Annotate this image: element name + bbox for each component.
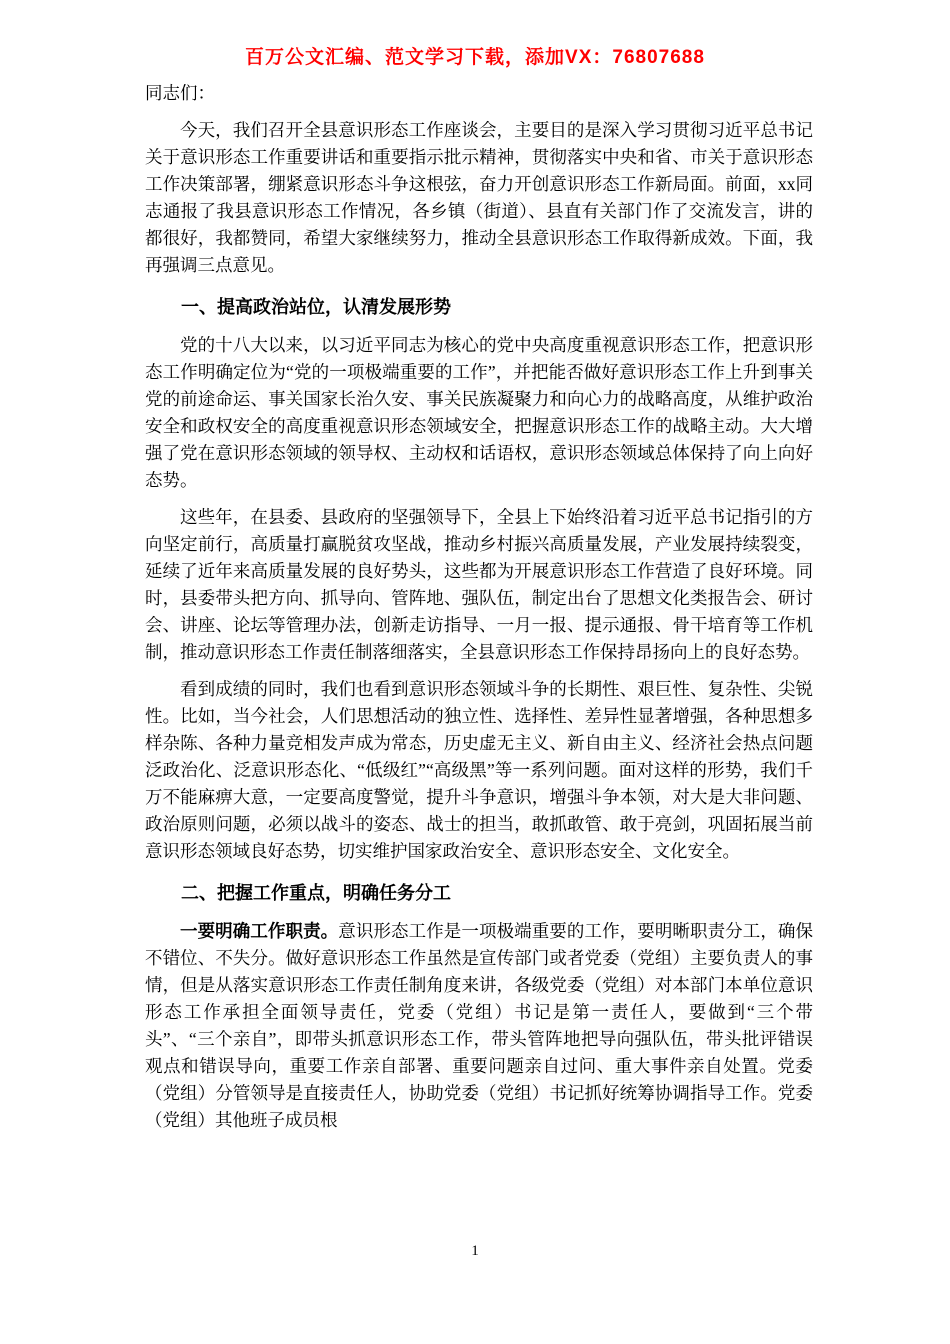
paragraph-lead-bold: 一要明确工作职责。 — [180, 921, 339, 941]
body-paragraph: 看到成绩的同时，我们也看到意识形态领域斗争的长期性、艰巨性、复杂性、尖锐性。比如，当今社会，人们思想活动的独立性、选择性、差异性显著增强，各种思想多样杂陈、各种力量竞相发声成为常态，历史虚无主义、新自由主义、经济社会热点问题泛政治化、泛意识形态化、“低级红”“高级黑”等一系列问题。面对这样的形势，我们千万不能麻痹大意，一定要高度警觉，提升斗争意识，增强斗争本领，对大是大非问题、政治原则问题，必须以战斗的姿态、战士的担当，敢抓敢管、敢于亮剑，巩固拓展当前意识形态领域良好态势，切实维护国家政治安全、意识形态安全、文化安全。 — [145, 679, 813, 861]
page-number: 1 — [471, 1243, 479, 1259]
salutation: 同志们： — [145, 83, 215, 103]
body-paragraph: 今天，我们召开全县意识形态工作座谈会，主要目的是深入学习贯彻习近平总书记关于意识形态工作重要讲话和重要指示批示精神，贯彻落实中央和省、市关于意识形态工作决策部署，绷紧意识形态斗争这根弦，奋力开创意识形态工作新局面。前面，xx同志通报了我县意识形态工作情况，各乡镇（街道）、县直有关部门作了交流发言，讲的都很好，我都赞同，希望大家继续努力，推动全县意识形态工作取得新成效。下面，我再强调三点意见。 — [145, 120, 813, 275]
section-heading: 一、提高政治站位，认清发展形势 — [181, 297, 451, 317]
section-heading: 二、把握工作重点，明确任务分工 — [181, 883, 451, 903]
body-paragraph: 党的十八大以来，以习近平同志为核心的党中央高度重视意识形态工作，把意识形态工作明确定位为“党的一项极端重要的工作”，并把能否做好意识形态工作上升到事关党的前途命运、事关国家长治久安、事关民族凝聚力和向心力的战略高度，从维护政治安全和政权安全的高度重视意识形态领域安全，把握意识形态工作的战略主动。大大增强了党在意识形态领域的领导权、主动权和话语权，意识形态领域总体保持了向上向好态势。 — [145, 335, 813, 490]
promo-header: 百万公文汇编、范文学习下载，添加VX：76807688 — [245, 47, 705, 68]
document-body — [145, 80, 813, 1144]
body-paragraph: 这些年，在县委、县政府的坚强领导下，全县上下始终沿着习近平总书记指引的方向坚定前行，高质量打赢脱贫攻坚战，推动乡村振兴高质量发展，产业发展持续裂变，延续了近年来高质量发展的良好势头，这些都为开展意识形态工作营造了良好环境。同时，县委带头把方向、抓导向、管阵地、强队伍，制定出台了思想文化类报告会、研讨会、讲座、论坛等管理办法，创新走访指导、一月一报、提示通报、骨干培育等工作机制，推动意识形态工作责任制落细落实，全县意识形态工作保持昂扬向上的良好态势。 — [145, 507, 813, 662]
body-paragraph: 一要明确工作职责。意识形态工作是一项极端重要的工作，要明晰职责分工，确保不错位、不失分。做好意识形态工作虽然是宣传部门或者党委（党组）主要负责人的事情，但是从落实意识形态工作责任制角度来讲，各级党委（党组）对本部门本单位意识形态工作承担全面领导责任，党委（党组）书记是第一责任人，要做到“三个带头”、“三个亲自”，即带头抓意识形态工作，带头管阵地把导向强队伍，带头批评错误观点和错误导向，重要工作亲自部署、重要问题亲自过问、重大事件亲自处置。党委（党组）分管领导是直接责任人，协助党委（党组）书记抓好统筹协调指导工作。党委（党组）其他班子成员根 — [145, 921, 814, 1130]
